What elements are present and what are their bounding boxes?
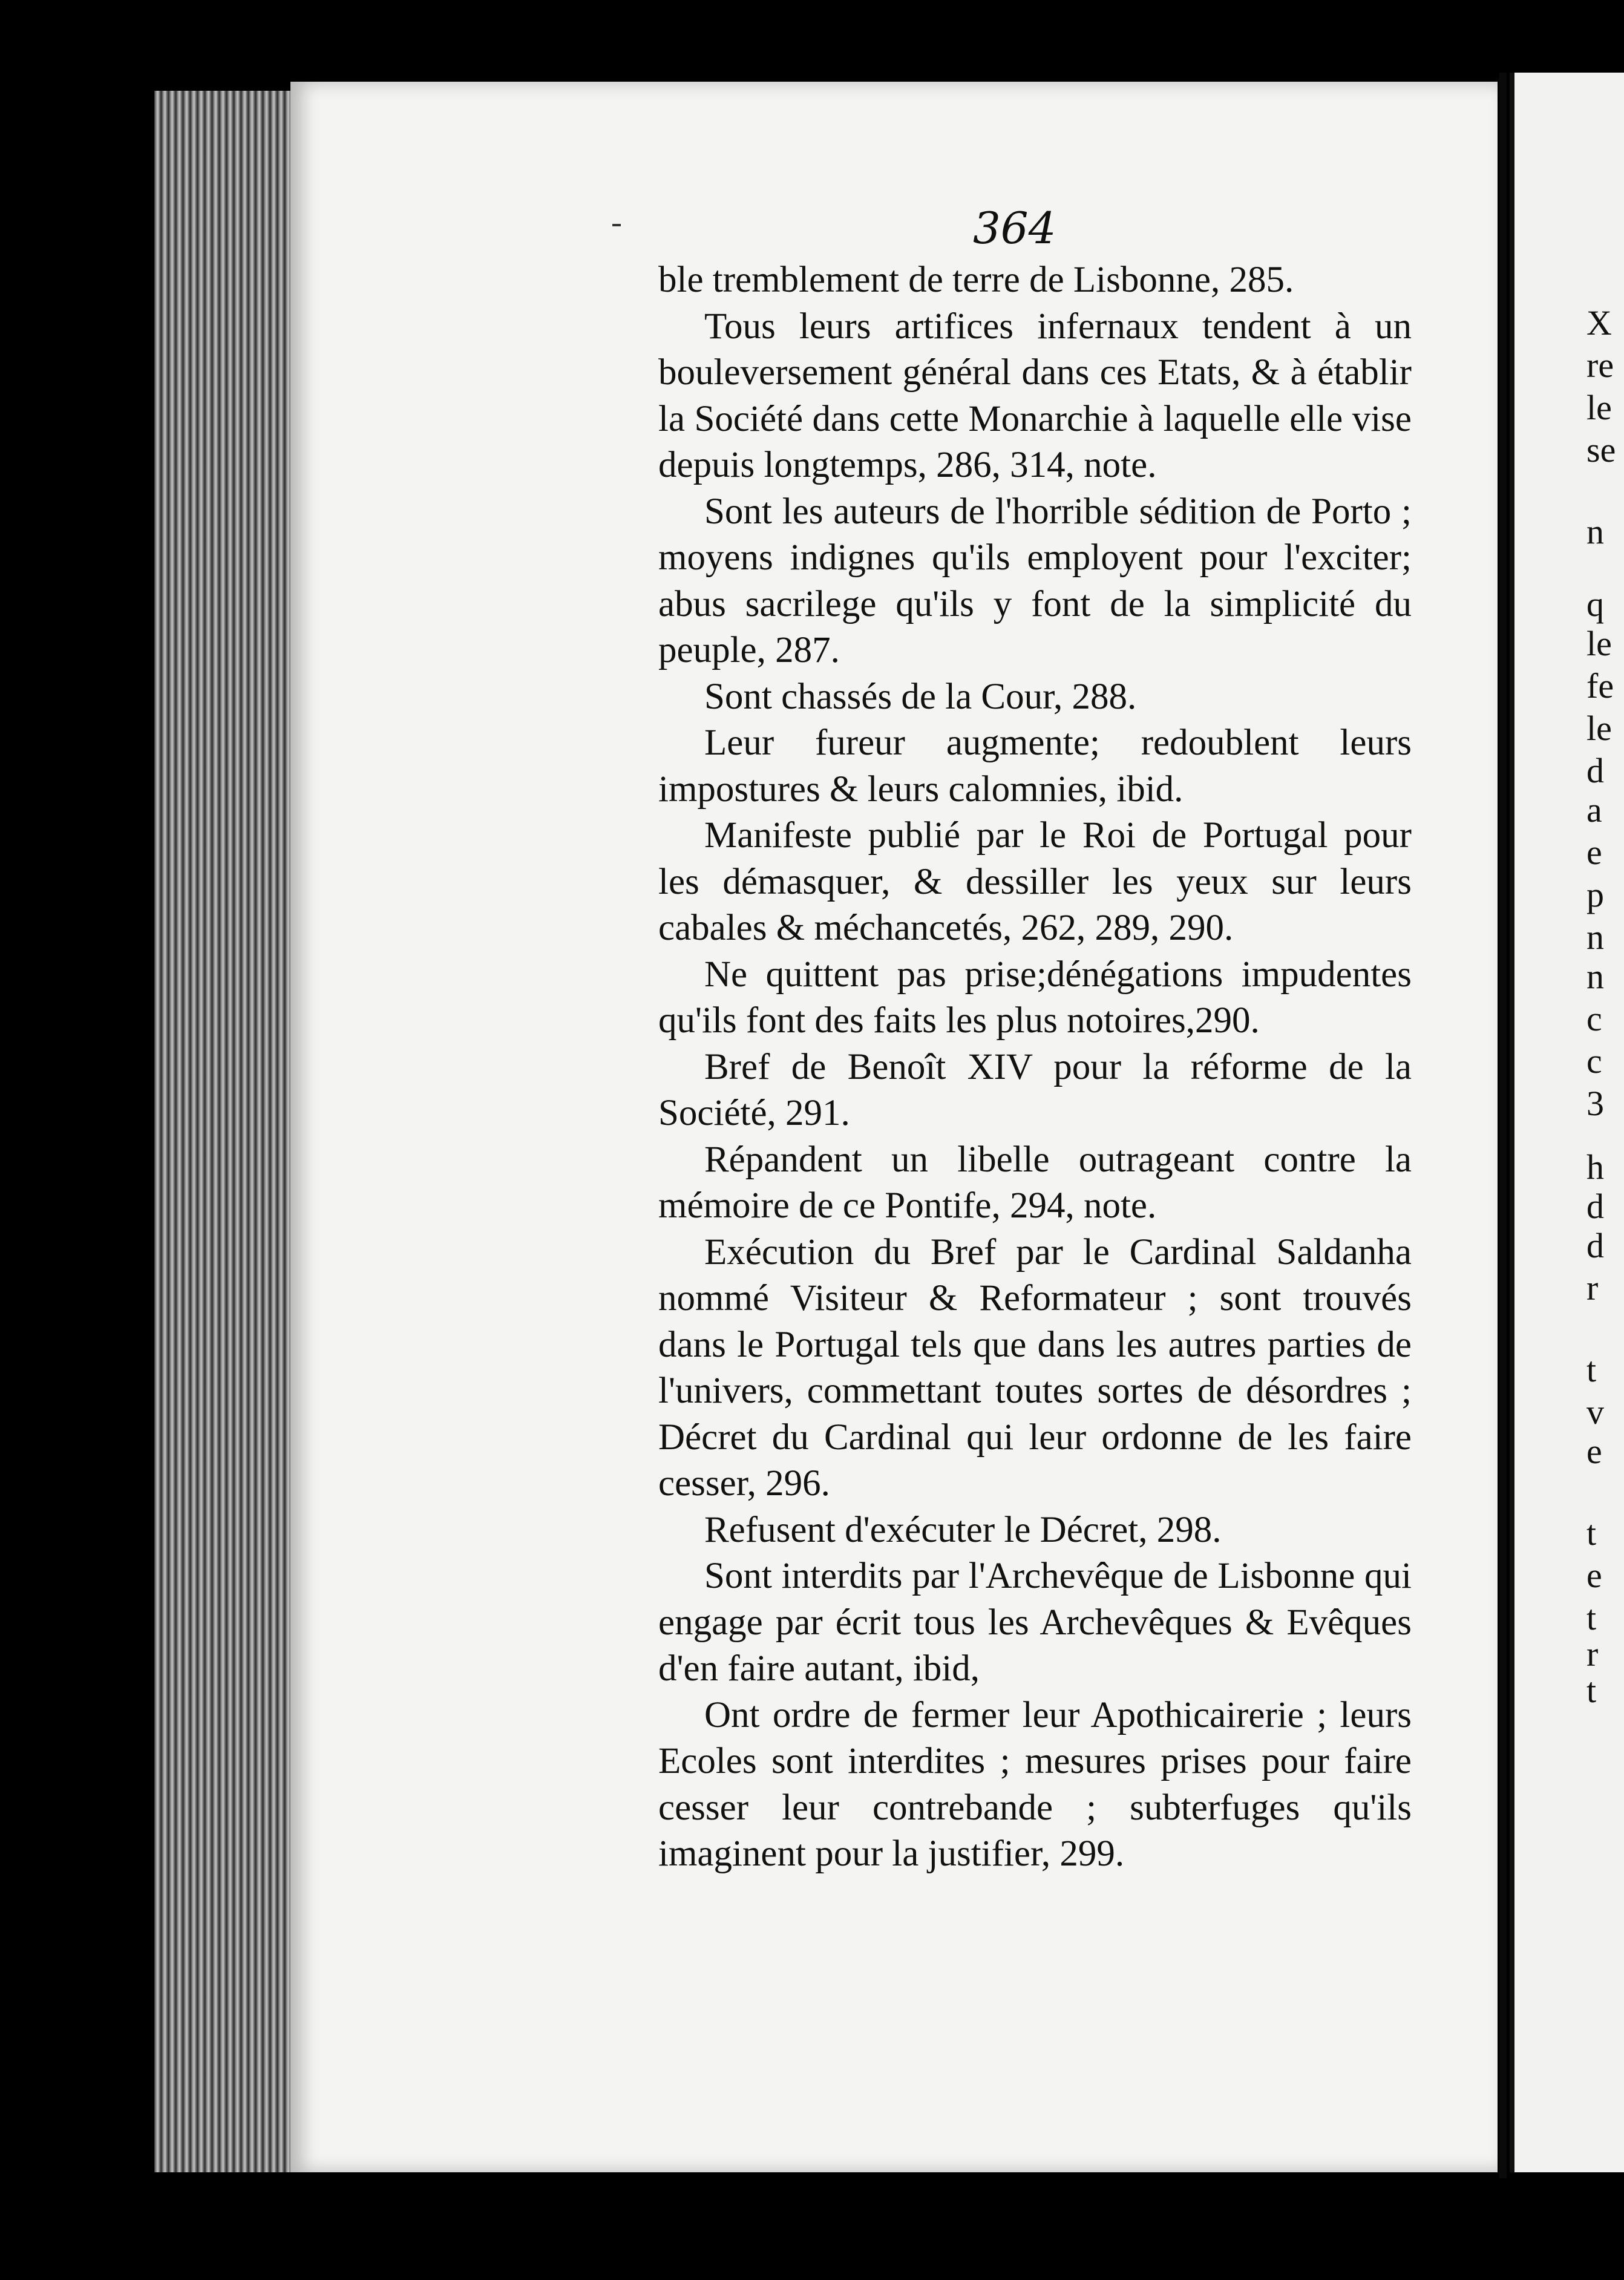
facing-page-fragment: v — [1586, 1392, 1604, 1432]
margin-mark — [612, 224, 621, 226]
facing-page-fragment: h — [1586, 1147, 1604, 1187]
facing-page-fragment: se — [1586, 430, 1616, 470]
index-entry: Exécution du Bref par le Cardinal Saldanha nommé Visiteur & Reformateur ; sont trouvés dans le Portugal tels que dans les autres parties de l'univers, commettant toutes sortes de désordres ; Décret du Cardinal qui leur ordonne de les faire cesser, 296. — [658, 1231, 1412, 1504]
facing-page-fragment: e — [1586, 1432, 1602, 1471]
facing-page-fragment: t — [1586, 1671, 1597, 1710]
facing-page-fragment: n — [1586, 512, 1604, 551]
facing-page-fragment: d — [1586, 1226, 1604, 1265]
index-entry: Refusent d'exécuter le Décret, 298. — [704, 1509, 1222, 1550]
facing-page-fragment: t — [1586, 1513, 1597, 1553]
facing-page-fragment: c — [1586, 999, 1602, 1038]
index-entry: Ont ordre de fermer leur Apothicairerie ; leurs Ecoles sont interdites ; mesures prises pour faire cesser leur contrebande ; subterfuges qu'ils imaginent pour la justifier, 299. — [658, 1694, 1412, 1874]
facing-page-fragment: le — [1586, 624, 1612, 663]
index-entry: ble tremblement de terre de Lisbonne, 285. — [658, 260, 1294, 300]
facing-page-fragment: e — [1586, 833, 1602, 872]
index-entry: Bref de Benoît XIV pour la réforme de la Société, 291. — [658, 1046, 1412, 1133]
facing-page-fragment: r — [1586, 1634, 1599, 1674]
index-entry: Sont chassés de la Cour, 288. — [704, 676, 1137, 717]
facing-page-fragment: d — [1586, 751, 1604, 790]
index-text — [658, 257, 1412, 1878]
gutter — [1499, 73, 1507, 2178]
facing-page-fragment: e — [1586, 1556, 1602, 1595]
index-entry: Répandent un libelle outrageant contre la mémoire de ce Pontife, 294, note. — [658, 1139, 1412, 1226]
page-edges — [154, 91, 312, 2172]
facing-page-fragment: le — [1586, 709, 1612, 748]
index-entry: Sont interdits par l'Archevêque de Lisbonne qui engage par écrit tous les Archevêques & Evêques d'en faire autant, ibid, — [658, 1556, 1412, 1689]
facing-page-fragment: re — [1586, 346, 1614, 385]
facing-page-fragment: a — [1586, 790, 1602, 830]
facing-page-fragment: q — [1586, 585, 1604, 624]
facing-page-fragment: 3 — [1586, 1084, 1604, 1123]
index-entry: Sont les auteurs de l'horrible sédition de Porto ; moyens indignes qu'ils employent pour l'exciter; abus sacrilege qu'ils y font de la simplicité du peuple, 287. — [658, 491, 1412, 670]
facing-page-fragment: n — [1586, 957, 1604, 996]
facing-page-fragment: d — [1586, 1187, 1604, 1226]
facing-page-fragment: t — [1586, 1350, 1597, 1389]
index-entry: Ne quittent pas prise;dénégations impudentes qu'ils font des faits les plus notoires,290. — [658, 954, 1412, 1041]
index-entry: Tous leurs artifices infernaux tendent à un bouleversement général dans ces Etats, & à établir la Société dans cette Monarchie à laquelle elle vise depuis longtemps, 286, 314, note. — [658, 306, 1412, 485]
facing-page-fragment: n — [1586, 917, 1604, 957]
page-number: 364 — [973, 203, 1056, 254]
facing-page-fragment: le — [1586, 388, 1612, 427]
index-entry: Manifeste publié par le Roi de Portugal pour les démasquer, & dessiller les yeux sur leurs cabales & méchancetés, 262, 289, 290. — [658, 815, 1412, 948]
facing-page-fragment: fe — [1586, 666, 1614, 706]
index-entry: Leur fureur augmente; redoublent leurs impostures & leurs calomnies, ibid. — [658, 722, 1412, 810]
facing-page-fragment: t — [1586, 1598, 1597, 1637]
facing-page-fragment: X — [1586, 303, 1612, 342]
facing-page-fragment: r — [1586, 1268, 1599, 1308]
facing-page-fragment: p — [1586, 875, 1604, 914]
facing-page-fragment: c — [1586, 1041, 1602, 1081]
